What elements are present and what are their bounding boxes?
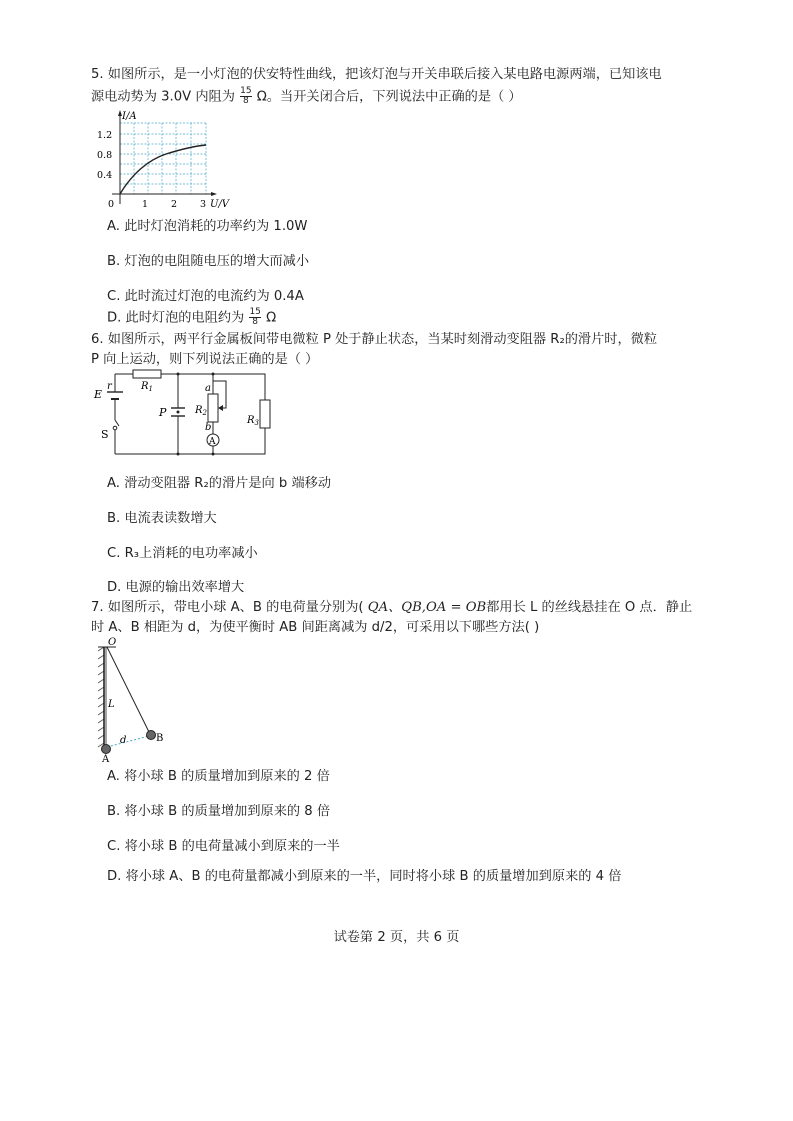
q5-ylabel: I/A (122, 111, 137, 122)
q5-option-a[interactable]: A. 此时灯泡消耗的功率约为 1.0W (107, 219, 308, 234)
q7-ball-a (102, 745, 111, 754)
q5-ytick-0.8: 0.8 (97, 150, 113, 161)
q7-option-b[interactable]: B. 将小球 B 的质量增加到原来的 8 倍 (107, 804, 331, 819)
q5-option-d-den: 8 (249, 317, 260, 327)
q5-xtick-2: 2 (171, 199, 178, 210)
q6-label-p: P (159, 406, 167, 419)
q6-option-d[interactable]: D. 电源的输出效率增大 (107, 580, 245, 595)
q6-label-s: S (101, 428, 109, 441)
q7-stem-line1-pre: 7. 如图所示，带电小球 A、B 的电荷量分别为( (91, 600, 364, 615)
q5-stem-line1: 5. 如图所示，是一小灯泡的伏安特性曲线，把该灯泡与开关串联后接入某电路电源两端，已知该电 (91, 67, 662, 82)
q5-xlabel: U/V (210, 199, 230, 210)
q7-stem-line1 (91, 599, 692, 617)
q5-xtick-0: 0 (108, 199, 115, 210)
q5-grid (120, 123, 206, 194)
q6-option-c[interactable]: C. R₃上消耗的电功率减小 (107, 546, 258, 561)
page-footer: 试卷第 2 页，共 6 页 (333, 930, 460, 945)
q7-stem-line2: 时 A、B 相距为 d，为使平衡时 AB 间距离减为 d/2，可采用以下哪些方法( ) (91, 620, 540, 635)
q7-distance-d (107, 736, 149, 747)
q5-option-d-num: 15 (249, 307, 261, 317)
q6-option-b[interactable]: B. 电流表读数增大 (107, 511, 217, 526)
q6-label-r3: $R_3$ (247, 415, 259, 427)
q7-label-o: O (108, 637, 117, 648)
q5-xtick-1: 1 (142, 199, 149, 210)
q7-wall-hatch (98, 647, 104, 747)
q7-stem-math: QA、QB,OA = OB (363, 600, 487, 615)
q6-stem-line1: 6. 如图所示，两平行金属板间带电微粒 P 处于静止状态，当某时刻滑动变阻器 R₂的滑片时，微粒 (91, 332, 658, 347)
q6-label-e: E (94, 388, 103, 401)
q5-option-d-post: Ω (266, 310, 277, 326)
q6-stem-line2: P 向上运动，则下列说法正确的是（ ） (91, 352, 319, 367)
q7-stem-line1-post: 都用长 L 的丝线悬挂在 O 点．静止 (486, 600, 693, 615)
q5-stem-line2-pre: 源电动势为 3.0V 内阻为 (91, 89, 235, 105)
q5-option-d[interactable] (107, 308, 276, 328)
q7-label-d: d (120, 735, 127, 746)
q5-option-d-fraction (249, 308, 260, 327)
q7-label-a: A (102, 754, 110, 765)
q5-frac-denominator: 8 (240, 96, 251, 106)
q7-option-d[interactable]: D. 将小球 A、B 的电荷量都减小到原来的一半，同时将小球 B 的质量增加到原来的 4 倍 (107, 869, 622, 884)
q6-label-r1: $R_1$ (141, 381, 153, 393)
q7-string-ob (107, 647, 150, 734)
q5-xtick-3: 3 (200, 199, 207, 210)
q6-option-a[interactable]: A. 滑动变阻器 R₂的滑片是向 b 端移动 (107, 476, 332, 491)
q6-label-r2: $R_2$ (195, 405, 207, 417)
q5-stem-line2-post: Ω。当开关闭合后，下列说法中正确的是（ ） (256, 89, 522, 105)
q5-ytick-1.2: 1.2 (97, 130, 113, 141)
q5-option-c[interactable]: C. 此时流过灯泡的电流约为 0.4A (107, 289, 304, 304)
q7-option-c[interactable]: C. 将小球 B 的电荷量减小到原来的一半 (107, 839, 340, 854)
q6-label-b: b (205, 422, 212, 433)
q7-label-b: B (156, 733, 164, 744)
q6-label-r: r (107, 381, 112, 392)
q5-option-d-pre: D. 此时灯泡的电阻约为 (107, 310, 245, 326)
q7-ball-b (147, 731, 156, 740)
q7-pendulum-figure (94, 637, 172, 765)
q5-iv-graph (96, 108, 230, 210)
q5-ytick-0.4: 0.4 (97, 170, 113, 181)
q6-circuit-diagram (93, 368, 278, 460)
q6-ammeter-label: A (209, 437, 216, 447)
q7-option-a[interactable]: A. 将小球 B 的质量增加到原来的 2 倍 (107, 769, 330, 784)
q6-r1-resistor (133, 370, 161, 378)
q5-iv-curve (120, 145, 206, 194)
q5-stem-line2 (91, 87, 522, 107)
q6-particle-p (177, 411, 180, 414)
q5-option-b[interactable]: B. 灯泡的电阻随电压的增大而减小 (107, 254, 310, 269)
q7-label-l: L (108, 699, 115, 710)
q5-resistance-fraction (240, 87, 251, 106)
q5-frac-numerator: 15 (240, 86, 252, 96)
q6-label-a: a (205, 383, 211, 394)
